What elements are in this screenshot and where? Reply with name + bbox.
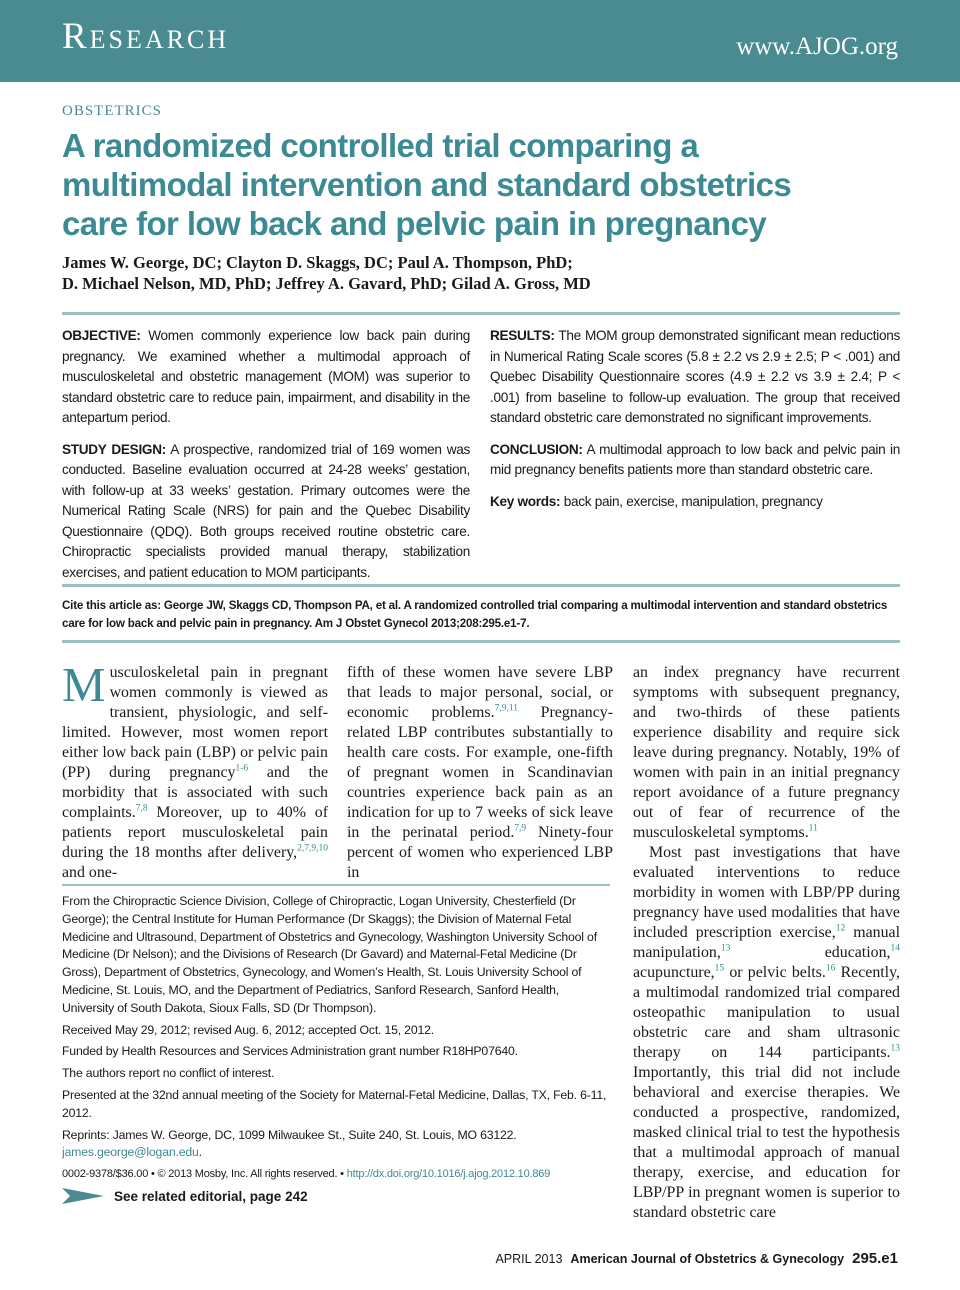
conflict-statement: The authors report no conflict of interest. bbox=[62, 1066, 275, 1081]
reprints-address: Reprints: James W. George, DC, 1099 Milwaukee St., Suite 240, St. Louis, MO 63122. bbox=[62, 1127, 517, 1142]
reference-link[interactable]: 7,9,11 bbox=[494, 703, 518, 714]
body-column-2 bbox=[347, 663, 613, 883]
reference-link[interactable]: 16 bbox=[825, 963, 836, 974]
body-text: and the morbidity that is associated with such complaints. bbox=[62, 764, 328, 821]
presented-note: Presented at the 32nd annual meeting of the Society for Maternal-Fetal Medicine, Dallas, TX, Feb. 6-11, 2012. bbox=[62, 1087, 607, 1120]
funding: Funded by Health Resources and Services Administration grant number R18HP07640. bbox=[62, 1044, 518, 1059]
abstract-conclusion bbox=[490, 440, 900, 481]
reference-link[interactable]: 14 bbox=[890, 943, 900, 954]
body-text: acupuncture, bbox=[633, 964, 715, 981]
reference-link[interactable]: 15 bbox=[714, 963, 725, 974]
body-text: manual manipulation, bbox=[633, 924, 900, 961]
citation: Cite this article as: George JW, Skaggs CD, Thompson PA, et al. A randomized controlled trial comparing a multimodal intervention and standard obstetrics care for low back and pelvic pain in pregnancy. Am J Obstet Gynecol 2013;208:295.e1-7. bbox=[62, 599, 888, 630]
body-column-1 bbox=[62, 657, 328, 883]
objective-label: OBJECTIVE: bbox=[62, 328, 141, 343]
footnotes bbox=[62, 893, 614, 1188]
received-dates: Received May 29, 2012; revised Aug. 6, 2012; accepted Oct. 15, 2012. bbox=[62, 1022, 434, 1037]
copyright-line bbox=[62, 1166, 614, 1184]
reference-link[interactable]: 7,8 bbox=[135, 803, 148, 814]
body-text: Ninety-four percent of women who experienced LBP in bbox=[347, 824, 613, 881]
body-text: Most past investigations that have evaluated interventions to reduce morbidity in women with LBP/PP during pregnancy have used modalities that have included prescription exercise, bbox=[633, 844, 900, 941]
body-text: Moreover, up to 40% of patients report musculoskeletal pain during the 18 months after delivery, bbox=[62, 804, 328, 861]
email-link[interactable]: james.george@logan.edu bbox=[62, 1145, 199, 1160]
body-text: or pelvic belts. bbox=[724, 964, 826, 981]
reference-link[interactable]: 13 bbox=[720, 943, 731, 954]
authors-line-2: D. Michael Nelson, MD, PhD; Jeffrey A. Gavard, PhD; Gilad A. Gross, MD bbox=[62, 274, 591, 293]
keywords-text: back pain, exercise, manipulation, pregnancy bbox=[560, 493, 823, 509]
authors bbox=[62, 252, 682, 294]
body-text: Importantly, this trial did not include behavioral and exercise therapies. We conducted a prospective, randomized, masked clinical trial to test the hypothesis that a multimodal approach of manual therapy, exercise, and education for LBP/PP in pregnant women is superior to standard obstetric care bbox=[633, 1064, 900, 1221]
body-text: and one- bbox=[62, 864, 118, 881]
body-text: Pregnancy-related LBP contributes substantially to health care costs. For example, one-fifth of pregnant women in Scandinavian countries experience back pain as an indication for up to 7 weeks of sick leave in the perinatal period. bbox=[347, 704, 613, 841]
related-editorial[interactable] bbox=[62, 1188, 308, 1204]
body-text: usculoskeletal pain in pregnant women commonly is viewed as transient, physiologic, and self-limited. However, most women report either low back pain (LBP) or pelvic pain (PP) during pregnancy bbox=[62, 664, 328, 781]
keywords-label: Key words: bbox=[490, 493, 561, 509]
abstract-left-column bbox=[62, 326, 470, 594]
footnote-rule bbox=[62, 884, 610, 886]
citation-bottom-rule bbox=[62, 640, 900, 643]
drop-cap: M bbox=[62, 657, 106, 712]
section-label: Research bbox=[62, 16, 230, 57]
body-text: education, bbox=[730, 944, 891, 961]
reference-link[interactable]: 2,7,9,10 bbox=[297, 843, 328, 854]
site-url[interactable]: www.AJOG.org bbox=[736, 33, 898, 60]
abstract-design bbox=[62, 440, 470, 584]
doi-link[interactable]: http://dx.doi.org/10.1016/j.ajog.2012.10.869 bbox=[346, 1168, 551, 1181]
body-text: fifth of these women have severe LBP that leads to major personal, social, or economic problems. bbox=[347, 664, 613, 721]
conclusion-text: A multimodal approach to low back and pelvic pain in mid pregnancy benefits patients more than standard obstetric care. bbox=[490, 441, 900, 477]
abstract-keywords bbox=[490, 492, 900, 513]
abstract-bottom-rule bbox=[62, 584, 900, 587]
abstract-right-column bbox=[490, 326, 900, 523]
abstract-objective bbox=[62, 326, 470, 429]
reference-link[interactable]: 13 bbox=[890, 1043, 900, 1054]
body-text: Recently, a multimodal randomized trial compared osteopathic manipulation to usual obstetric care and sham ultrasonic therapy on 144 participants. bbox=[633, 964, 900, 1061]
objective-text: Women commonly experience low back pain during pregnancy. We examined whether a multimodal approach of musculoskeletal and obstetric management (MOM) was superior to standard obstetric care to reduce pain, impairment, and disability in the antepartum period. bbox=[62, 328, 470, 425]
results-label: RESULTS: bbox=[490, 328, 555, 343]
affiliations: From the Chiropractic Science Division, College of Chiropractic, Logan University, Chesterfield (Dr George); the Central Institute for Human Performance (Dr Skaggs); the Division of Maternal Fetal Medicine and Ultrasound, Department of Obstetrics and Gynecology, Washington University School of Medicine (Dr Nelson); and the Divisions of Research (Dr Gavard) and Maternal-Fetal Medicine (Dr Gross), Department of Obstetrics, Gynecology, and Women’s Health, St. Louis University School of Medicine, St. Louis, MO, and the Department of Pediatrics, Sanford Research, Sanford Health, University of South Dakota, Sioux Falls, SD (Dr Thompson). bbox=[62, 894, 597, 1015]
related-editorial-text: See related editorial, page 242 bbox=[114, 1188, 308, 1204]
reference-link[interactable]: 12 bbox=[835, 923, 846, 934]
reference-link[interactable]: 1-6 bbox=[235, 763, 249, 774]
abstract-results bbox=[490, 326, 900, 429]
reference-link[interactable]: 7,9 bbox=[514, 823, 527, 834]
design-text: A prospective, randomized trial of 169 women was conducted. Baseline evaluation occurred at 24-28 weeks’ gestation, with follow-up at 33 weeks’ gestation. Primary outcomes were the Numerical Rating Scale (NRS) for pain and the Quebec Disability Questionnaire (QDQ). Both groups received routine obstetric care. Chiropractic specialists provided manual therapy, stabilization exercises, and patient education to MOM participants. bbox=[62, 441, 470, 580]
page-footer bbox=[495, 1250, 898, 1267]
journal-name: American Journal of Obstetrics & Gynecology bbox=[570, 1252, 845, 1266]
category-label: obstetrics bbox=[62, 96, 163, 120]
email-tail: . bbox=[198, 1145, 202, 1160]
design-label: STUDY DESIGN: bbox=[62, 441, 166, 457]
issue-date: APRIL 2013 bbox=[495, 1252, 563, 1266]
conclusion-label: CONCLUSION: bbox=[490, 441, 583, 457]
reference-link[interactable]: 11 bbox=[808, 823, 818, 834]
arrow-right-icon bbox=[62, 1188, 104, 1204]
body-text: an index pregnancy have recurrent symptoms with subsequent pregnancy, and two-thirds of these patients experience disability and require sick leave during pregnancy. Notably, 19% of women with pain in an initial pregnancy report avoidance of a future pregnancy out of fear of recurrence of the musculoskeletal symptoms. bbox=[633, 664, 900, 841]
authors-line-1: James W. George, DC; Clayton D. Skaggs, DC; Paul A. Thompson, PhD; bbox=[62, 253, 573, 272]
article-title: A randomized controlled trial comparing a multimodal intervention and standard obstetrics care for low back and pelvic pain in pregnancy bbox=[62, 127, 792, 242]
abstract-top-rule bbox=[62, 312, 900, 315]
body-column-3 bbox=[633, 663, 900, 1223]
copyright-text: 0002-9378/$36.00 • © 2013 Mosby, Inc. All rights reserved. • bbox=[62, 1168, 347, 1181]
reprints bbox=[62, 1127, 614, 1163]
results-text: The MOM group demonstrated significant mean reductions in Numerical Rating Scale scores (5.8 ± 2.2 vs 2.9 ± 2.5; P < .001) and Quebec Disability Questionnaire scores (4.9 ± 2.2 vs 3.9 ± 2.4; P < .001) from baseline to follow-up evaluation. The group that received standard obstetric care demonstrated no significant improvements. bbox=[490, 328, 900, 425]
page-number: 295.e1 bbox=[852, 1250, 898, 1267]
